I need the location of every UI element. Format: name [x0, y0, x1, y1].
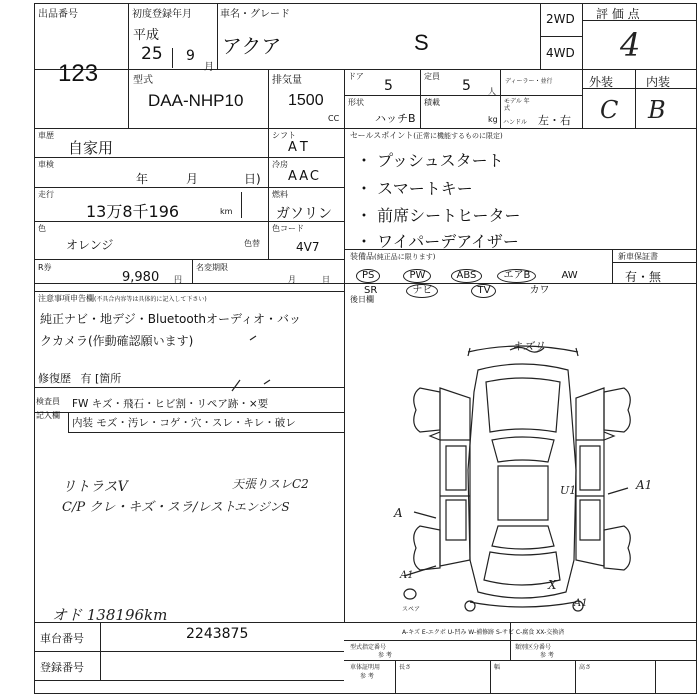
diagram-right-window [580, 446, 600, 490]
history-value: 自家用 [68, 139, 114, 157]
diagram-wheel [414, 526, 440, 570]
damage-mark: X [548, 578, 557, 592]
dealer-label: ディーラー・並行 [505, 78, 553, 85]
car-name-label: 車名・グレード [220, 9, 290, 20]
equipment-title: 装備品 [350, 252, 374, 261]
repair-value: 有 [箇所 [80, 372, 122, 385]
mileage-label: 走行 [38, 190, 54, 199]
handwritten-note: エンジンS [234, 500, 290, 514]
history-label: 車歴 [38, 131, 54, 140]
color-label: 色 [38, 224, 46, 233]
interior-grade: B [648, 96, 666, 124]
inspector-label: 記入欄 [36, 411, 60, 420]
first-reg-year: 25 [141, 44, 163, 64]
first-reg-era: 平成 [133, 28, 160, 43]
repair-label: 修復歴 [38, 372, 71, 385]
drive-4wd: 4WD [546, 46, 575, 60]
equipment-navi: ナビ [406, 284, 438, 298]
damage-mark: A [394, 506, 403, 520]
exterior-label: 外装 [589, 75, 614, 89]
inspection-label: 車検 [38, 160, 54, 169]
diagram-arrow [608, 488, 628, 494]
diagram-left-window [446, 446, 466, 490]
spare-label: スペア [402, 606, 421, 613]
recycle-fee: 9,980 [122, 270, 160, 285]
displacement-label: 排気量 [272, 75, 302, 86]
lot-number: 123 [58, 60, 99, 87]
diagram-windshield [492, 437, 554, 462]
inspection-month-unit: 月 [186, 172, 199, 186]
damage-mark: A1 [574, 598, 588, 609]
km-unit: km [220, 207, 233, 216]
diagram-body-outline [468, 364, 576, 598]
doors-value: 5 [384, 78, 393, 94]
first-reg-label: 初度登録年月 [132, 9, 192, 20]
body-label: 車体証明用 [350, 664, 381, 671]
drive-2wd: 2WD [546, 12, 575, 26]
damage-mark: U1 [560, 484, 577, 497]
doors-label: ドア [348, 72, 364, 81]
color-code-label: 色コード [272, 224, 304, 233]
diagram-wheel [414, 388, 440, 432]
chassis-value: 2243875 [186, 626, 249, 642]
damage-mark: A1 [400, 570, 414, 581]
person-unit: 人 [488, 87, 496, 96]
equipment-abs: ABS [451, 269, 483, 283]
diagram-rear-bumper [470, 602, 576, 607]
handwritten-note: C/P クレ・キズ・スラ/レスト [62, 500, 236, 515]
model-year-label: モデル 年式 [504, 98, 530, 112]
shift-label: シフト [272, 131, 296, 140]
diagram-right-window [580, 500, 600, 540]
selling-points-note: (正常に機能するものに限定) [413, 132, 503, 140]
inspection-day-unit: 日) [244, 172, 261, 186]
color-value: オレンジ [66, 238, 114, 252]
diagram-arrow [414, 512, 436, 518]
name-change-month-unit: 月 [288, 275, 296, 284]
fuel-value: ガソリン [276, 206, 332, 222]
exterior-grade: C [600, 96, 619, 124]
diagram-wheel [604, 526, 630, 570]
class-label: 類別区分番号 [515, 644, 552, 651]
first-reg-month: 9 [186, 48, 195, 64]
chassis-label: 車台番号 [40, 632, 84, 645]
shift-value: AT [288, 140, 312, 155]
score-value: 4 [620, 26, 641, 64]
selling-point-item: ・ 前席シートヒーター [356, 206, 521, 225]
model-label: 型式 [133, 75, 153, 86]
shape-label: 形状 [348, 98, 364, 107]
handle-value: 左・右 [538, 114, 571, 127]
diagram-wheel [604, 388, 630, 432]
name-change-label: 名変期限 [196, 263, 228, 272]
inspector-row: FW キズ・飛石・ヒビ割・リペア跡・×要 [72, 398, 269, 410]
handwritten-note: 天張りスレC2 [232, 477, 309, 491]
car-name: アクア [222, 34, 282, 58]
equipment-airbag: エアB [497, 269, 536, 283]
handwritten-note: リトラスV [62, 479, 128, 495]
equipment-aw: AW [561, 270, 578, 281]
shape-value: ハッチB [375, 112, 416, 125]
height-label: 高さ [579, 664, 592, 671]
score-label: 評 価 点 [596, 7, 640, 21]
selling-point-item: ・ プッシュスタート [356, 151, 504, 170]
equipment-tv: TV [471, 284, 496, 298]
lot-label: 出品番号 [38, 9, 78, 20]
damage-mark: キズリ [512, 340, 545, 353]
width-label: 幅 [494, 664, 501, 671]
ac-label: 冷房 [272, 160, 288, 169]
inspector-label: 検査員 [36, 397, 60, 406]
fuel-label: 燃料 [272, 190, 288, 199]
diagram-rear-glass [492, 526, 554, 549]
yen-unit: 円 [174, 275, 182, 284]
class-sub: 参 考 [540, 652, 554, 659]
length-label: 長さ [399, 664, 412, 671]
model-value: DAA-NHP10 [148, 91, 244, 110]
notes-line: クカメラ(作動確認願います) [40, 334, 194, 348]
notes-note: (不具合内容等は具体的に記入して下さい) [94, 296, 207, 303]
diagram-spare-tire [404, 589, 416, 599]
diagram-scratch [232, 380, 240, 391]
equipment-ps: PS [356, 269, 380, 283]
notes-title: 注意事項申告欄 [38, 294, 94, 303]
diagram-mirror [604, 432, 614, 440]
equipment-pw: PW [403, 269, 431, 283]
mileage-value: 13万8千196 [86, 202, 180, 221]
cc-unit: CC [328, 114, 340, 123]
inspector-row: 内装 モズ・汚レ・コゲ・穴・スレ・キレ・破レ [72, 417, 296, 429]
recycle-label: R券 [38, 263, 52, 272]
cert-sub: 参 考 [378, 652, 392, 659]
repaint-label: 色替 [244, 239, 260, 248]
car-grade: S [414, 30, 429, 55]
diagram-scratch [250, 336, 270, 384]
displacement-value: 1500 [288, 92, 324, 109]
notes-line: 純正ナビ・地デジ・Bluetoothオーディオ・バッ [40, 312, 302, 326]
cert-label: 型式指定番号 [350, 644, 387, 651]
loading-label: 積載 [424, 98, 440, 107]
capacity-label: 定員 [424, 72, 440, 81]
name-change-day-unit: 日 [322, 275, 330, 284]
kg-unit: kg [488, 115, 498, 124]
reg-label: 登録番号 [40, 661, 84, 674]
equipment-note: (純正品に限ります) [374, 253, 436, 261]
body-sub: 参 考 [360, 673, 374, 680]
warranty-value: 有・無 [625, 270, 662, 284]
selling-points-title: セールスポイント [350, 131, 414, 140]
warranty-label: 新車保証書 [618, 252, 658, 261]
diagram-left-window [446, 500, 466, 540]
diagram-roof [498, 466, 548, 520]
color-code-value: 4V7 [296, 240, 320, 254]
equipment-sr: SR [364, 285, 378, 296]
equipment-leather: カワ [529, 285, 550, 296]
selling-point-item: ・ ワイパーデアイザー [356, 232, 519, 251]
handwritten-mileage: オド 138196km [52, 606, 168, 624]
damage-mark: A1 [636, 478, 653, 492]
capacity-value: 5 [462, 78, 471, 94]
damage-legend: A-キズ E-エクボ U-凹み W-補修跡 S-サビ C-腐食 XX-交換済 [402, 629, 565, 636]
ac-value: AAC [288, 169, 321, 184]
diagram-hood [486, 378, 560, 432]
selling-point-item: ・ スマートキー [356, 179, 473, 198]
inspection-year-unit: 年 [136, 172, 149, 186]
month-unit: 月 [204, 62, 214, 73]
diagram-mirror [430, 432, 440, 440]
handle-label: ハンドル [503, 119, 528, 126]
after-fit-label: 後日欄 [350, 295, 374, 304]
interior-label: 内装 [646, 75, 671, 89]
